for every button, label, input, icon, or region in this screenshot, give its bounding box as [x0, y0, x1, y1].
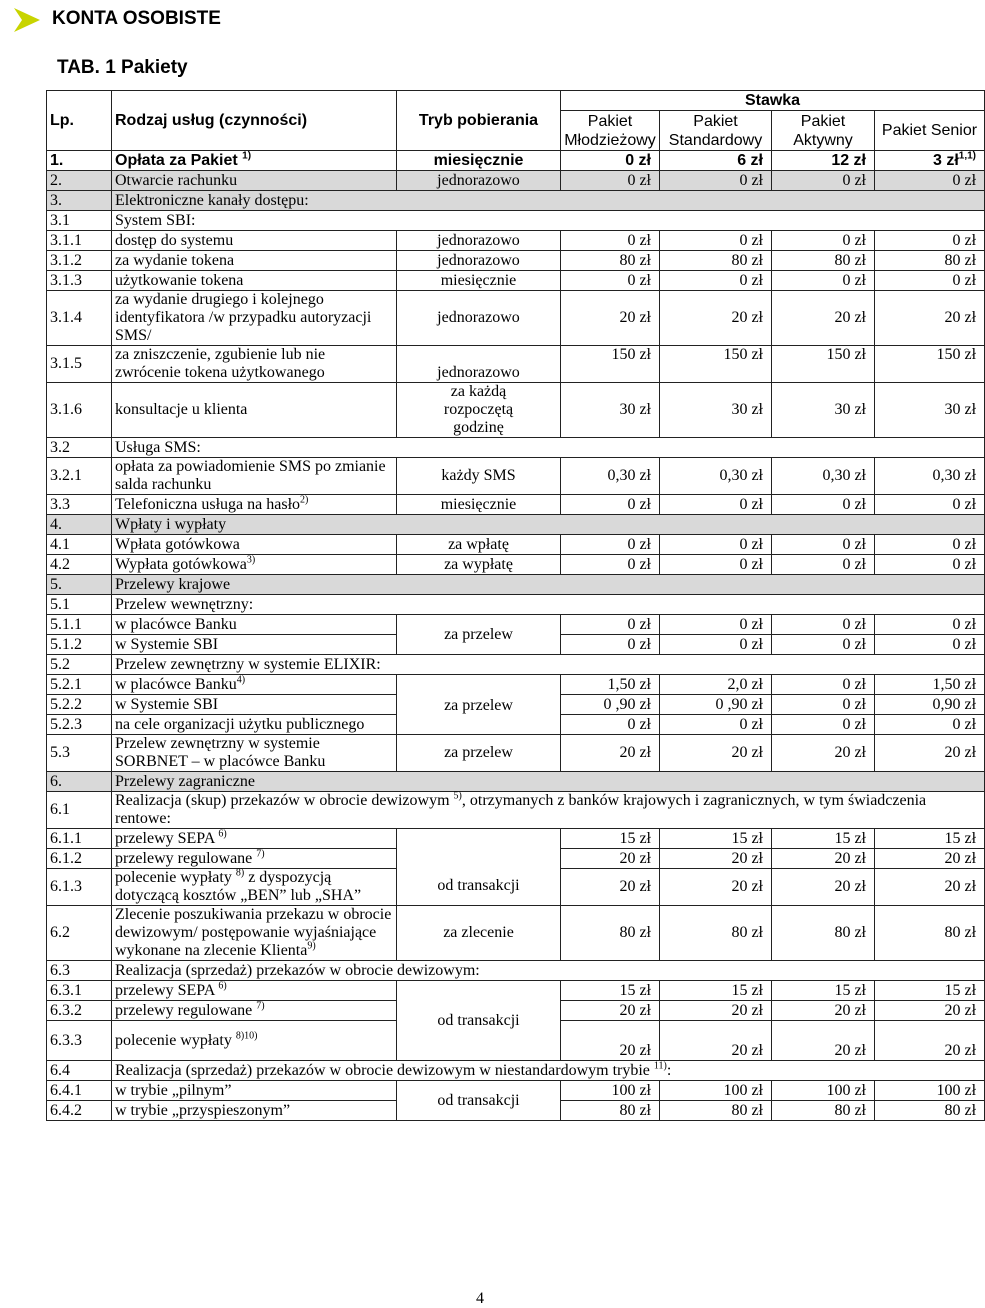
price-cell: 0 zł: [561, 715, 660, 735]
price-cell: 20 zł: [772, 1021, 875, 1061]
price-cell: 80 zł: [660, 906, 772, 961]
price-cell: 0 ,90 zł: [660, 695, 772, 715]
price-cell: 0 zł: [875, 555, 985, 575]
row-service-name: polecenie wypłaty $^{8)10)}$: [112, 1021, 397, 1061]
price-cell: 0 zł: [875, 535, 985, 555]
row-number: 4.2: [47, 555, 112, 575]
price-cell: 0 zł: [660, 615, 772, 635]
price-cell: 15 zł: [561, 829, 660, 849]
row-number: 5.2: [47, 655, 112, 675]
price-cell: 0 zł: [772, 535, 875, 555]
row-service-name: Realizacja (sprzedaż) przekazów w obrocie dewizowym:: [112, 961, 985, 981]
row-number: 6.3: [47, 961, 112, 981]
row-number: 3.2.1: [47, 458, 112, 495]
column-header-lp: Lp.: [47, 91, 112, 151]
row-number: 3.1.2: [47, 251, 112, 271]
price-cell: 0 zł: [561, 635, 660, 655]
price-cell: 80 zł: [875, 251, 985, 271]
price-cell: 0 zł: [772, 555, 875, 575]
row-number: 4.: [47, 515, 112, 535]
row-number: 6.3.1: [47, 981, 112, 1001]
price-cell: 0 zł: [561, 495, 660, 515]
row-charge-mode: jednorazowo: [397, 346, 561, 383]
row-number: 3.1.1: [47, 231, 112, 251]
row-service-name: za wydanie tokena: [112, 251, 397, 271]
row-charge-mode: od transakcji: [397, 981, 561, 1061]
row-service-name: Przelewy zagraniczne: [112, 772, 985, 792]
price-cell: 20 zł: [660, 1021, 772, 1061]
row-service-name: Opłata za Pakiet $^{1)}$: [112, 151, 397, 171]
price-cell: 20 zł: [772, 849, 875, 869]
price-cell: 1,50 zł: [561, 675, 660, 695]
row-service-name: w trybie „przyspieszonym”: [112, 1101, 397, 1121]
row-number: 5.1.1: [47, 615, 112, 635]
price-cell: 15 zł: [875, 829, 985, 849]
price-cell: 3 zł$^{1,1)}$: [875, 151, 985, 171]
row-service-name: na cele organizacji użytku publicznego: [112, 715, 397, 735]
row-service-name: w Systemie SBI: [112, 695, 397, 715]
row-number: 5.1.2: [47, 635, 112, 655]
row-service-name: Realizacja (sprzedaż) przekazów w obrocie dewizowym w niestandardowym trybie $^{11)}$:: [112, 1061, 985, 1081]
price-cell: 0 zł: [561, 555, 660, 575]
row-number: 6.1: [47, 792, 112, 829]
row-number: 6.4.2: [47, 1101, 112, 1121]
row-number: 4.1: [47, 535, 112, 555]
fee-table: [46, 90, 985, 1121]
row-service-name: Przelew zewnętrzny w systemie ELIXIR:: [112, 655, 985, 675]
price-cell: 80 zł: [561, 906, 660, 961]
row-service-name: konsultacje u klienta: [112, 383, 397, 438]
price-cell: 100 zł: [561, 1081, 660, 1101]
row-charge-mode: za przelew: [397, 675, 561, 735]
section-title: KONTA OSOBISTE: [52, 8, 221, 29]
price-cell: 20 zł: [660, 735, 772, 772]
row-number: 6.2: [47, 906, 112, 961]
row-charge-mode: za każdą rozpoczętą godzinę: [397, 383, 561, 438]
price-cell: 0,30 zł: [772, 458, 875, 495]
price-cell: 80 zł: [561, 251, 660, 271]
price-cell: 15 zł: [772, 829, 875, 849]
table-title: TAB. 1 Pakiety: [57, 57, 188, 78]
row-service-name: przelewy regulowane $^{7)}$: [112, 849, 397, 869]
row-service-name: w Systemie SBI: [112, 635, 397, 655]
price-cell: 0 zł: [772, 635, 875, 655]
price-cell: 2,0 zł: [660, 675, 772, 695]
price-cell: 20 zł: [875, 1001, 985, 1021]
row-charge-mode: za wpłatę: [397, 535, 561, 555]
column-header-package: Pakiet Standardowy: [660, 111, 772, 151]
price-cell: 0 zł: [660, 635, 772, 655]
price-cell: 80 zł: [772, 906, 875, 961]
price-cell: 0 zł: [660, 271, 772, 291]
price-cell: 15 zł: [772, 981, 875, 1001]
price-cell: 150 zł: [561, 346, 660, 383]
price-cell: 20 zł: [561, 869, 660, 906]
row-number: 3.2: [47, 438, 112, 458]
row-service-name: Zlecenie poszukiwania przekazu w obrocie dewizowym/ postępowanie wyjaśniające wykonane na zlecenie Klienta$^{9)}$: [112, 906, 397, 961]
row-number: 6.: [47, 772, 112, 792]
column-header-service: Rodzaj usług (czynności): [112, 91, 397, 151]
price-cell: 20 zł: [875, 291, 985, 346]
price-cell: 0 zł: [875, 271, 985, 291]
price-cell: 20 zł: [660, 291, 772, 346]
row-number: 6.4.1: [47, 1081, 112, 1101]
price-cell: 20 zł: [875, 849, 985, 869]
row-service-name: użytkowanie tokena: [112, 271, 397, 291]
row-service-name: przelewy SEPA $^{6)}$: [112, 829, 397, 849]
price-cell: 15 zł: [660, 829, 772, 849]
row-service-name: w placówce Banku$^{4)}$: [112, 675, 397, 695]
row-number: 3.1.4: [47, 291, 112, 346]
price-cell: 20 zł: [660, 849, 772, 869]
row-service-name: Otwarcie rachunku: [112, 171, 397, 191]
price-cell: 20 zł: [561, 849, 660, 869]
price-cell: 15 zł: [875, 981, 985, 1001]
row-charge-mode: za przelew: [397, 615, 561, 655]
row-number: 5.2.3: [47, 715, 112, 735]
price-cell: 0 zł: [875, 635, 985, 655]
row-number: 3.3: [47, 495, 112, 515]
row-charge-mode: jednorazowo: [397, 291, 561, 346]
column-header-mode: Tryb pobierania: [397, 91, 561, 151]
row-service-name: Realizacja (skup) przekazów w obrocie dewizowym $^{5)}$, otrzymanych z banków krajowych i zagranicznych, w tym świadczenia rentowe:: [112, 792, 985, 829]
column-header-rate: Stawka: [561, 91, 985, 111]
price-cell: 20 zł: [772, 869, 875, 906]
price-cell: 20 zł: [875, 1021, 985, 1061]
row-service-name: w trybie „pilnym”: [112, 1081, 397, 1101]
row-charge-mode: za przelew: [397, 735, 561, 772]
row-number: 5.1: [47, 595, 112, 615]
price-cell: 0 zł: [772, 231, 875, 251]
column-header-package: Pakiet Młodzieżowy: [561, 111, 660, 151]
price-cell: 6 zł: [660, 151, 772, 171]
row-charge-mode: miesięcznie: [397, 271, 561, 291]
price-cell: 0,30 zł: [660, 458, 772, 495]
price-cell: 20 zł: [772, 291, 875, 346]
price-cell: 0 zł: [772, 271, 875, 291]
price-cell: 20 zł: [561, 1001, 660, 1021]
price-cell: 100 zł: [772, 1081, 875, 1101]
row-number: 3.1.5: [47, 346, 112, 383]
price-cell: 0 zł: [772, 495, 875, 515]
row-service-name: przelewy regulowane $^{7)}$: [112, 1001, 397, 1021]
price-cell: 0 zł: [561, 231, 660, 251]
price-cell: 0 zł: [561, 151, 660, 171]
row-charge-mode: za wypłatę: [397, 555, 561, 575]
row-number: 5.2.2: [47, 695, 112, 715]
row-number: 6.4: [47, 1061, 112, 1081]
price-cell: 0 zł: [660, 715, 772, 735]
price-cell: 80 zł: [772, 251, 875, 271]
price-cell: 0 zł: [875, 715, 985, 735]
price-cell: 20 zł: [561, 735, 660, 772]
price-cell: 12 zł: [772, 151, 875, 171]
row-number: 3.1: [47, 211, 112, 231]
row-service-name: opłata za powiadomienie SMS po zmianie salda rachunku: [112, 458, 397, 495]
price-cell: 0 zł: [772, 615, 875, 635]
price-cell: 0 zł: [772, 695, 875, 715]
row-service-name: Wpłata gotówkowa: [112, 535, 397, 555]
row-number: 6.1.2: [47, 849, 112, 869]
row-charge-mode: jednorazowo: [397, 251, 561, 271]
row-number: 3.1.3: [47, 271, 112, 291]
row-charge-mode: każdy SMS: [397, 458, 561, 495]
row-number: 6.3.2: [47, 1001, 112, 1021]
row-charge-mode: jednorazowo: [397, 231, 561, 251]
price-cell: 30 zł: [772, 383, 875, 438]
row-charge-mode: jednorazowo: [397, 171, 561, 191]
price-cell: 150 zł: [875, 346, 985, 383]
row-service-name: Elektroniczne kanały dostępu:: [112, 191, 985, 211]
row-charge-mode: miesięcznie: [397, 495, 561, 515]
price-cell: 0 zł: [660, 231, 772, 251]
row-number: 6.1.3: [47, 869, 112, 906]
price-cell: 20 zł: [875, 869, 985, 906]
price-cell: 0 zł: [561, 171, 660, 191]
row-charge-mode: miesięcznie: [397, 151, 561, 171]
row-service-name: Wypłata gotówkowa$^{3)}$: [112, 555, 397, 575]
price-cell: 0,90 zł: [875, 695, 985, 715]
price-cell: 0 zł: [772, 171, 875, 191]
price-cell: 0 zł: [561, 535, 660, 555]
row-charge-mode: od transakcji: [397, 829, 561, 906]
price-cell: 150 zł: [772, 346, 875, 383]
row-service-name: za zniszczenie, zgubienie lub nie zwrócenie tokena użytkowanego: [112, 346, 397, 383]
price-cell: 0 zł: [875, 495, 985, 515]
row-service-name: dostęp do systemu: [112, 231, 397, 251]
logo-icon: [14, 8, 40, 32]
price-cell: 20 zł: [875, 735, 985, 772]
row-number: 6.3.3: [47, 1021, 112, 1061]
price-cell: 100 zł: [875, 1081, 985, 1101]
price-cell: 150 zł: [660, 346, 772, 383]
price-cell: 20 zł: [561, 1021, 660, 1061]
row-number: 5.3: [47, 735, 112, 772]
row-service-name: Przelew wewnętrzny:: [112, 595, 985, 615]
price-cell: 80 zł: [875, 1101, 985, 1121]
price-cell: 1,50 zł: [875, 675, 985, 695]
price-cell: 30 zł: [561, 383, 660, 438]
row-number: 1.: [47, 151, 112, 171]
price-cell: 80 zł: [772, 1101, 875, 1121]
row-service-name: za wydanie drugiego i kolejnego identyfikatora /w przypadku autoryzacji SMS/: [112, 291, 397, 346]
row-service-name: polecenie wypłaty $^{8)}$ z dyspozycją dotyczącą kosztów „BEN” lub „SHA”: [112, 869, 397, 906]
row-number: 5.: [47, 575, 112, 595]
price-cell: 100 zł: [660, 1081, 772, 1101]
row-service-name: Przelewy krajowe: [112, 575, 985, 595]
row-number: 2.: [47, 171, 112, 191]
price-cell: 0 zł: [660, 171, 772, 191]
row-service-name: Przelew zewnętrzny w systemie SORBNET – w placówce Banku: [112, 735, 397, 772]
row-service-name: Telefoniczna usługa na hasło$^{2)}$: [112, 495, 397, 515]
price-cell: 0 zł: [660, 495, 772, 515]
price-cell: 20 zł: [772, 1001, 875, 1021]
row-service-name: przelewy SEPA $^{6)}$: [112, 981, 397, 1001]
price-cell: 0 zł: [772, 715, 875, 735]
price-cell: 80 zł: [875, 906, 985, 961]
price-cell: 15 zł: [660, 981, 772, 1001]
price-cell: 20 zł: [772, 735, 875, 772]
row-number: 3.: [47, 191, 112, 211]
price-cell: 0 zł: [875, 231, 985, 251]
row-number: 6.1.1: [47, 829, 112, 849]
price-cell: 20 zł: [561, 291, 660, 346]
column-header-package: Pakiet Senior: [875, 111, 985, 151]
page-number: 4: [476, 1290, 484, 1307]
price-cell: 80 zł: [660, 251, 772, 271]
price-cell: 0 zł: [772, 675, 875, 695]
price-cell: 0,30 zł: [561, 458, 660, 495]
price-cell: 0 zł: [561, 615, 660, 635]
row-service-name: System SBI:: [112, 211, 985, 231]
price-cell: 80 zł: [561, 1101, 660, 1121]
price-cell: 0 zł: [561, 271, 660, 291]
price-cell: 80 zł: [660, 1101, 772, 1121]
row-charge-mode: od transakcji: [397, 1081, 561, 1121]
row-number: 3.1.6: [47, 383, 112, 438]
row-service-name: Wpłaty i wypłaty: [112, 515, 985, 535]
price-cell: 30 zł: [660, 383, 772, 438]
price-cell: 20 zł: [660, 869, 772, 906]
price-cell: 15 zł: [561, 981, 660, 1001]
row-number: 5.2.1: [47, 675, 112, 695]
price-cell: 0 ,90 zł: [561, 695, 660, 715]
row-service-name: Usługa SMS:: [112, 438, 985, 458]
price-cell: 0 zł: [660, 535, 772, 555]
column-header-package: Pakiet Aktywny: [772, 111, 875, 151]
price-cell: 30 zł: [875, 383, 985, 438]
price-cell: 0,30 zł: [875, 458, 985, 495]
price-cell: 0 zł: [660, 555, 772, 575]
row-charge-mode: za zlecenie: [397, 906, 561, 961]
price-cell: 20 zł: [660, 1001, 772, 1021]
row-service-name: w placówce Banku: [112, 615, 397, 635]
price-cell: 0 zł: [875, 171, 985, 191]
price-cell: 0 zł: [875, 615, 985, 635]
